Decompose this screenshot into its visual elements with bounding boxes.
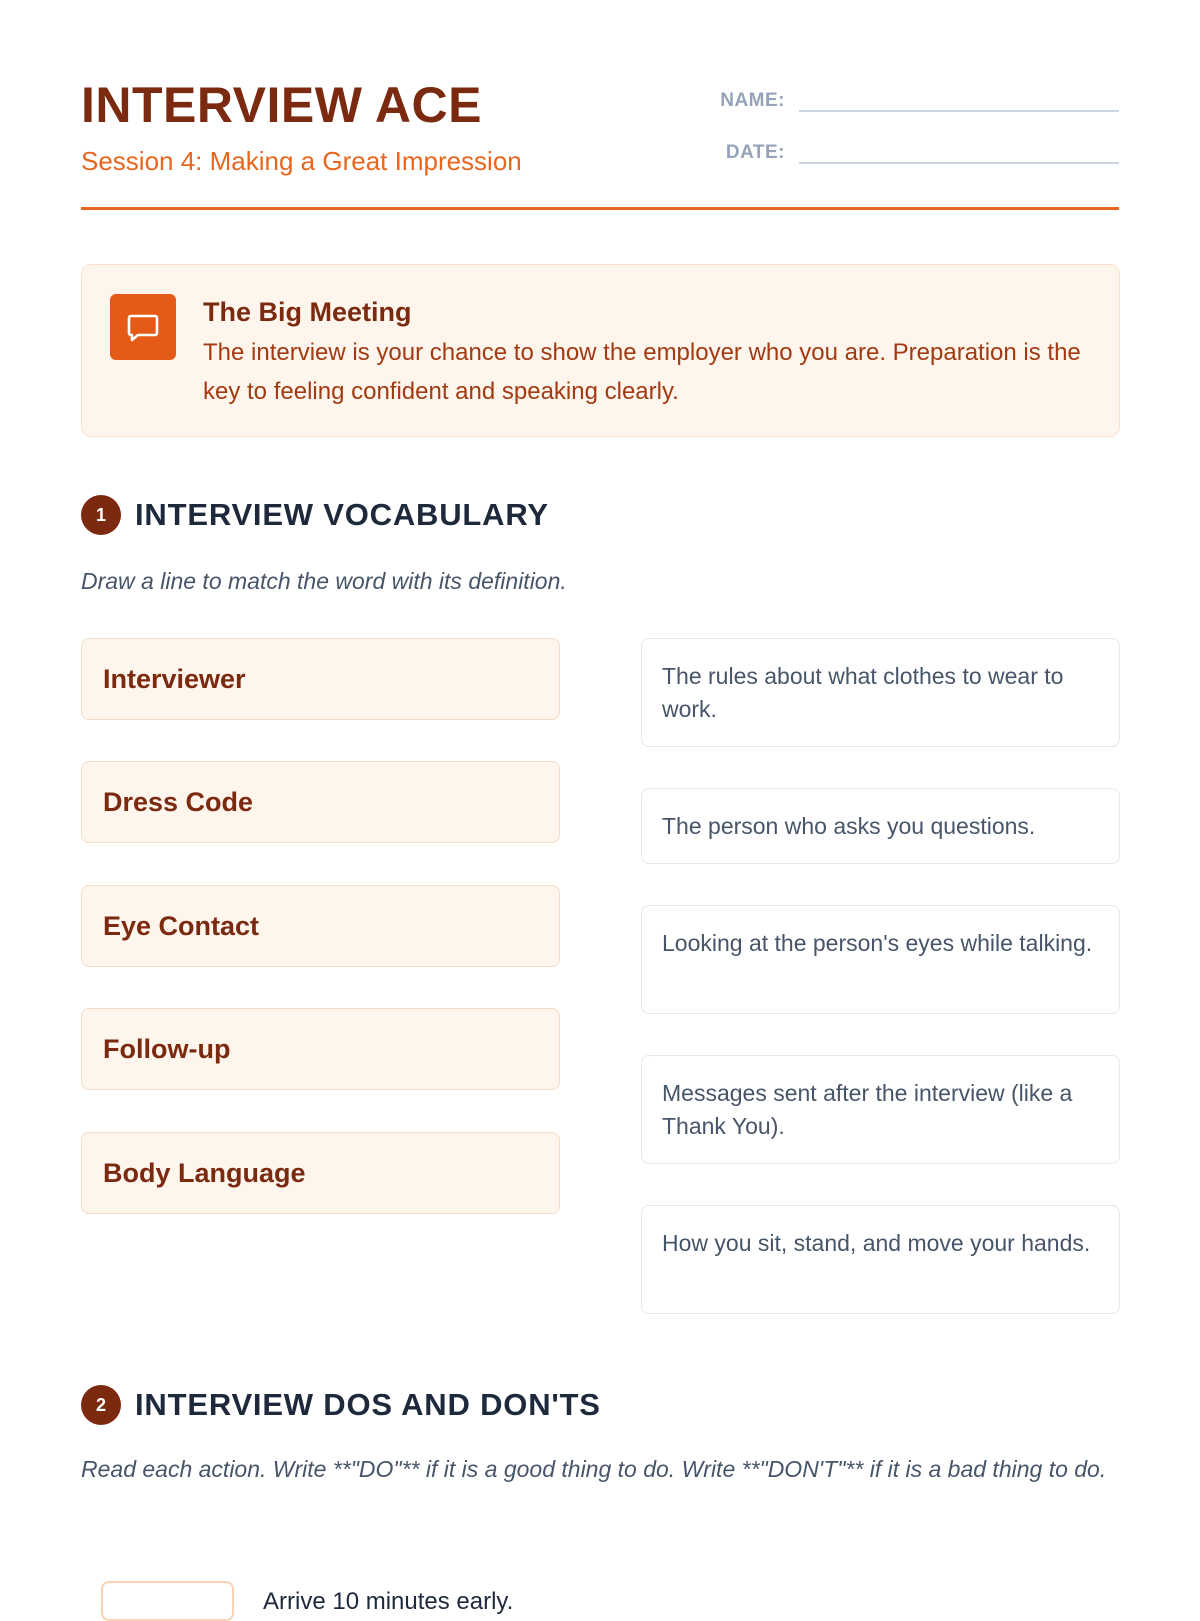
- vocab-definition[interactable]: Messages sent after the interview (like a Thank You).: [641, 1055, 1120, 1164]
- section-1-instructions: Draw a line to match the word with its definition.: [81, 568, 567, 594]
- worksheet-header: [81, 0, 1119, 210]
- session-subtitle: Session 4: Making a Great Impression: [81, 146, 522, 176]
- worksheet-title: INTERVIEW ACE: [81, 77, 482, 133]
- section-number-badge: 1: [81, 495, 121, 535]
- name-label: NAME:: [720, 90, 785, 111]
- vocab-definition[interactable]: How you sit, stand, and move your hands.: [641, 1205, 1120, 1314]
- do-dont-answer-box[interactable]: [101, 1581, 234, 1621]
- vocab-definition[interactable]: The person who asks you questions.: [641, 788, 1120, 864]
- section-2-instructions: Read each action. Write **"DO"** if it is a good thing to do. Write **"DON'T"** if it is a bad thing to do.: [81, 1456, 1107, 1482]
- name-input-line[interactable]: [799, 88, 1119, 112]
- vocab-definition[interactable]: Looking at the person's eyes while talking.: [641, 905, 1120, 1014]
- date-field: [695, 140, 1119, 164]
- intro-text: The interview is your chance to show the employer who you are. Preparation is the key to feeling confident and speaking clearly.: [203, 339, 1081, 405]
- vocab-definition[interactable]: The rules about what clothes to wear to work.: [641, 638, 1120, 747]
- section-1-heading: [81, 495, 549, 535]
- action-item: Arrive 10 minutes early.: [263, 1588, 514, 1615]
- name-field: [695, 88, 1119, 112]
- intro-callout: [81, 264, 1120, 437]
- date-label: DATE:: [725, 142, 785, 163]
- vocab-word[interactable]: Interviewer: [81, 638, 560, 720]
- chat-bubble-icon: [110, 294, 176, 360]
- section-title: INTERVIEW VOCABULARY: [135, 497, 549, 532]
- vocab-word[interactable]: Follow-up: [81, 1008, 560, 1090]
- vocab-word[interactable]: Dress Code: [81, 761, 560, 843]
- vocab-word[interactable]: Body Language: [81, 1132, 560, 1214]
- section-title: INTERVIEW DOS AND DON'TS: [135, 1387, 601, 1422]
- section-2-heading: [81, 1385, 601, 1425]
- section-number-badge: 2: [81, 1385, 121, 1425]
- vocab-word[interactable]: Eye Contact: [81, 885, 560, 967]
- intro-title: The Big Meeting: [203, 297, 412, 327]
- date-input-line[interactable]: [799, 140, 1119, 164]
